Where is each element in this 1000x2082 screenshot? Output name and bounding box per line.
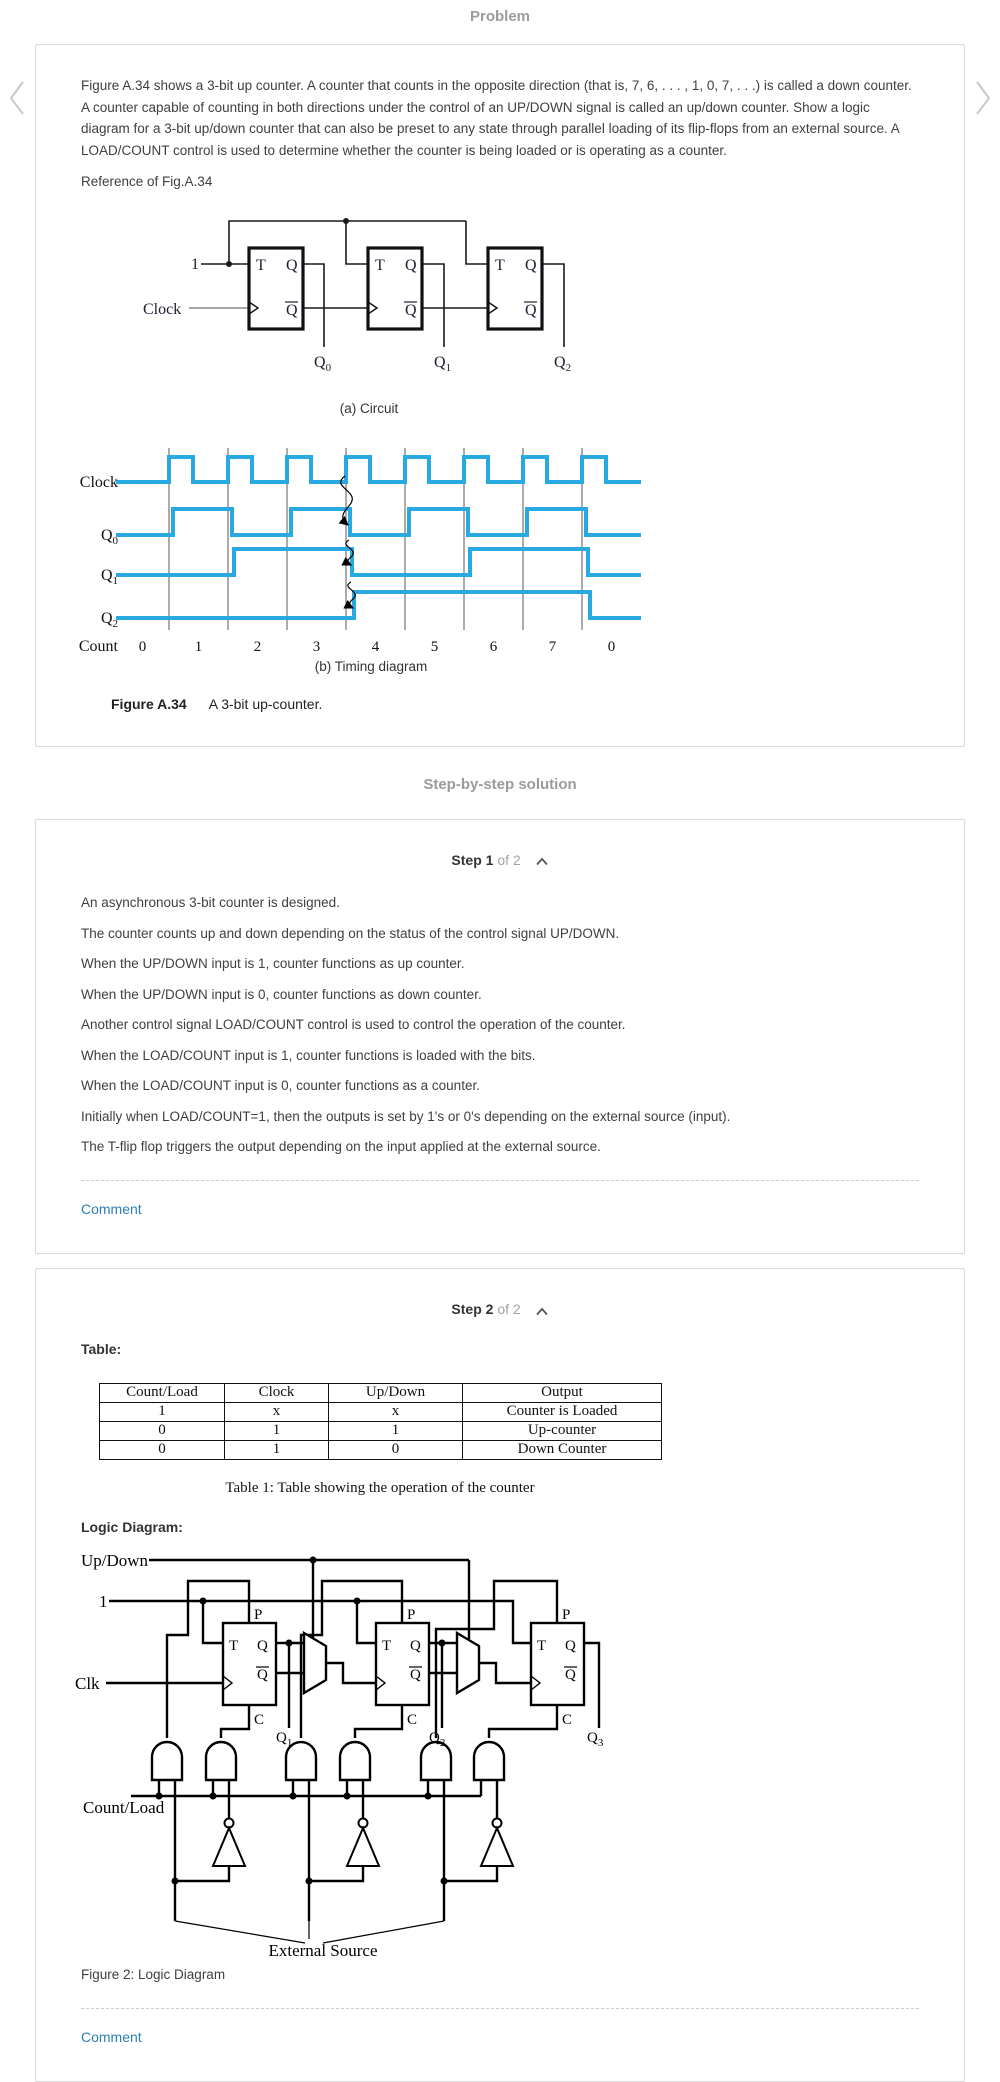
step1-comment-link[interactable]: Comment xyxy=(81,1201,142,1218)
operation-table xyxy=(99,1383,662,1460)
count-value: 4 xyxy=(371,639,380,655)
waveform-q0 xyxy=(116,509,641,535)
svg-text:T: T xyxy=(537,1637,547,1654)
circuit-q1-label: $Q_1$ xyxy=(434,354,452,374)
step1-header xyxy=(81,850,919,869)
step1-paragraph: An asynchronous 3-bit counter is designed. xyxy=(81,895,340,911)
count-value: 6 xyxy=(489,639,498,655)
collapse-step2-chevron-icon[interactable] xyxy=(535,1303,549,1319)
step2-comment-link[interactable]: Comment xyxy=(81,2028,142,2045)
svg-text:Q: Q xyxy=(565,1666,576,1683)
step2-card xyxy=(35,1268,965,2081)
svg-text:Q: Q xyxy=(410,1666,421,1683)
divider xyxy=(81,1180,919,1181)
svg-text:Q: Q xyxy=(405,257,417,274)
logic-q1-label: $Q_1$ xyxy=(276,1729,293,1749)
table-header-row: Count/Load Clock Up/Down Output xyxy=(100,1383,662,1402)
reference-line: Reference of Fig.A.34 xyxy=(81,174,213,189)
svg-text:P: P xyxy=(562,1606,571,1623)
table-caption: Table 1: Table showing the operation of the counter xyxy=(225,1479,535,1496)
problem-card xyxy=(35,44,965,747)
svg-text:Q: Q xyxy=(405,302,417,319)
step1-body xyxy=(81,895,919,1154)
prev-page-chevron-icon[interactable] xyxy=(6,78,28,123)
clk-label: Clk xyxy=(75,1673,100,1693)
step1-paragraph: The T-flip flop triggers the output depending on the input applied at the external source. xyxy=(81,1139,601,1155)
next-page-chevron-icon[interactable] xyxy=(972,78,994,123)
timing-row-label: $Q_0$ xyxy=(100,527,118,547)
timing-waveforms xyxy=(116,457,641,618)
svg-text:Q: Q xyxy=(286,257,298,274)
page-title: Problem xyxy=(469,8,530,25)
step1-of: of 2 xyxy=(497,852,521,868)
svg-text:T: T xyxy=(229,1637,239,1654)
table-row: 0 1 0 Down Counter xyxy=(100,1440,662,1459)
step1-paragraph: Another control signal LOAD/COUNT control is used to control the operation of the counter. xyxy=(81,1017,626,1033)
timing-diagram-figure xyxy=(61,430,681,682)
step1-paragraph: The counter counts up and down depending on the status of the control signal UP/DOWN. xyxy=(81,925,620,941)
waveform-q1 xyxy=(116,549,641,575)
logic-diagram-figure xyxy=(61,1543,641,1961)
circuit-input-one-label: 1 xyxy=(191,256,199,273)
svg-text:Q: Q xyxy=(525,302,537,319)
svg-text:C: C xyxy=(562,1711,573,1728)
ripple-arrow-icons xyxy=(341,476,356,608)
problem-text: Figure A.34 shows a 3-bit up counter. A counter that counts in the opposite direction (that is, 7, 6, . . . , 1, 0, 7, . . .) is called a down counter. A counter capable of counting in both directions under the control of an UP/DOWN signal is called an up/down counter. Show a logic diagram for a 3-bit up/down counter that can also be preset to any state through parallel loading of its flip-flops from an external source. A LOAD/COUNT control is used to determine whether the counter is being loaded or is operating as a counter. xyxy=(81,78,912,158)
waveform-q2 xyxy=(116,592,641,618)
count-value: 3 xyxy=(312,639,321,655)
updown-label: Up/Down xyxy=(81,1550,149,1570)
one-label: 1 xyxy=(99,1591,108,1611)
countload-label: Count/Load xyxy=(83,1797,165,1817)
svg-text:T: T xyxy=(256,257,266,274)
svg-text:C: C xyxy=(254,1711,265,1728)
timing-caption: (b) Timing diagram xyxy=(314,659,428,674)
step1-title: Step 1 xyxy=(451,852,494,868)
collapse-step1-chevron-icon[interactable] xyxy=(535,853,549,869)
timing-row-label: $Q_2$ xyxy=(100,610,118,630)
table-row: 1 x x Counter is Loaded xyxy=(100,1402,662,1421)
svg-text:Q: Q xyxy=(257,1666,268,1683)
svg-text:Q: Q xyxy=(525,257,537,274)
svg-text:P: P xyxy=(254,1606,263,1623)
circuit-clock-label: Clock xyxy=(143,301,182,318)
count-value: 1 xyxy=(194,639,203,655)
figure2-caption: Figure 2: Logic Diagram xyxy=(81,1966,226,1982)
step2-title: Step 2 xyxy=(451,1301,494,1318)
figure-a34-caption: Figure A.34 A 3-bit up-counter. xyxy=(111,696,323,712)
step1-paragraph: Initially when LOAD/COUNT=1, then the outputs is set by 1's or 0's depending on the external source (input). xyxy=(81,1108,731,1124)
svg-text:T: T xyxy=(382,1637,392,1654)
circuit-caption: (a) Circuit xyxy=(339,401,399,416)
count-value: 5 xyxy=(430,639,439,655)
count-value: 2 xyxy=(253,639,262,655)
count-value: 0 xyxy=(607,639,616,655)
timing-row-label: $Q_1$ xyxy=(100,567,118,587)
table-row: 0 1 1 Up-counter xyxy=(100,1421,662,1440)
step2-header xyxy=(81,1299,919,1318)
logic-q2-label: $Q_2$ xyxy=(429,1729,446,1749)
timing-row-labels xyxy=(79,474,615,655)
svg-text:Q: Q xyxy=(286,302,298,319)
count-value: 7 xyxy=(548,639,557,655)
step1-paragraph: When the LOAD/COUNT input is 1, counter functions is loaded with the bits. xyxy=(81,1047,536,1063)
waveform-clock xyxy=(116,457,641,482)
svg-text:T: T xyxy=(375,257,385,274)
logic-diagram-label: Logic Diagram: xyxy=(81,1518,183,1535)
step1-paragraph: When the LOAD/COUNT input is 0, counter functions as a counter. xyxy=(81,1078,480,1094)
step1-paragraph: When the UP/DOWN input is 0, counter functions as down counter. xyxy=(81,986,482,1002)
timing-gridlines xyxy=(169,448,582,630)
svg-text:C: C xyxy=(407,1711,418,1728)
logic-q3-label: $Q_3$ xyxy=(587,1729,604,1749)
timing-row-label: Clock xyxy=(79,474,118,491)
svg-text:Q: Q xyxy=(565,1637,576,1654)
circuit-figure xyxy=(101,207,601,422)
step1-card xyxy=(35,819,965,1254)
count-row-label: Count xyxy=(78,638,118,655)
circuit-q0-label: $Q_0$ xyxy=(314,354,332,374)
step2-of: of 2 xyxy=(497,1301,521,1318)
table-label: Table: xyxy=(81,1340,122,1357)
external-source-label: External Source xyxy=(268,1940,378,1960)
svg-text:P: P xyxy=(407,1606,416,1623)
svg-text:Q: Q xyxy=(410,1637,421,1654)
divider xyxy=(81,2008,919,2009)
svg-text:T: T xyxy=(495,257,505,274)
circuit-q2-label: $Q_2$ xyxy=(554,354,572,374)
solution-heading: Step-by-step solution xyxy=(423,776,577,793)
step1-paragraph: When the UP/DOWN input is 1, counter functions as up counter. xyxy=(81,956,465,972)
count-value: 0 xyxy=(138,639,147,655)
svg-text:Q: Q xyxy=(257,1637,268,1654)
